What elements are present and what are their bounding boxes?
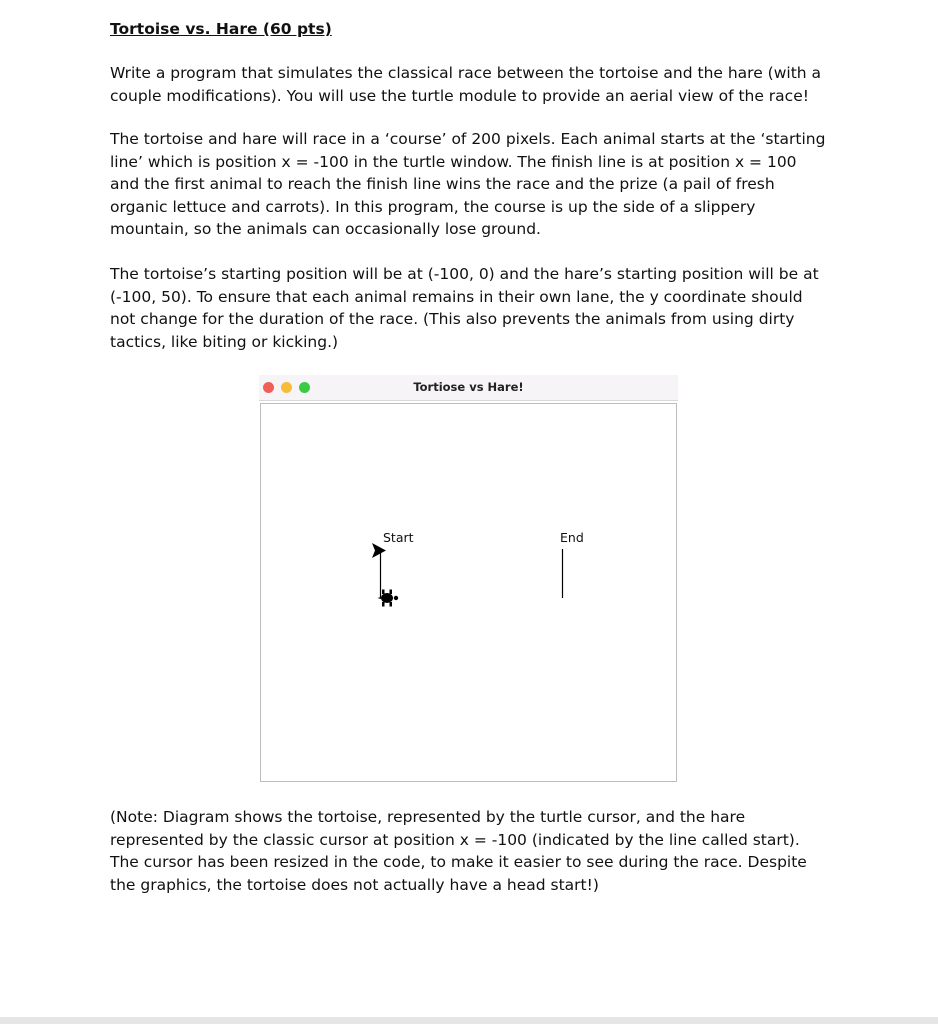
window-title: Tortiose vs Hare! [413, 380, 524, 394]
document-title: Tortoise vs. Hare (60 pts) [110, 20, 332, 38]
turtle-canvas [260, 403, 677, 782]
race-drawing [261, 404, 676, 781]
paragraph-positions: The tortoise’s starting position will be at (-100, 0) and the hare’s starting position will be at (-100, 50). To ensure that each animal remains in their own lane, the y coordinate should not change for the duration of the race. (This also prevents the animals from using dirty tactics, like biting or kicking.) [110, 265, 819, 351]
classic-cursor-icon [372, 543, 386, 558]
end-label: End [560, 530, 584, 545]
window-titlebar [259, 375, 678, 401]
paragraph-note: (Note: Diagram shows the tortoise, represented by the turtle cursor, and the hare represented by the classic cursor at position x = -100 (indicated by the line called start). The cursor has been resized in the code, to make it easier to see during the race. Despite the graphics, the tortoise does not actually have a head start!) [110, 808, 807, 894]
start-label: Start [383, 530, 414, 545]
paragraph-intro: Write a program that simulates the classical race between the tortoise and the hare (with a couple modifications). You will use the turtle module to provide an aerial view of the race! [110, 64, 822, 105]
page-bottom-edge [0, 1017, 938, 1024]
paragraph-course: The tortoise and hare will race in a ‘course’ of 200 pixels. Each animal starts at the ‘starting line’ which is position x = -100 in the turtle window. The finish line is at position x = 100 and the first animal to reach the finish line wins the race and the prize (a pail of fresh organic lettuce and carrots). In this program, the course is up the side of a slippery mountain, so the animals can occasionally lose ground. [110, 130, 826, 239]
turtle-window [259, 375, 678, 783]
